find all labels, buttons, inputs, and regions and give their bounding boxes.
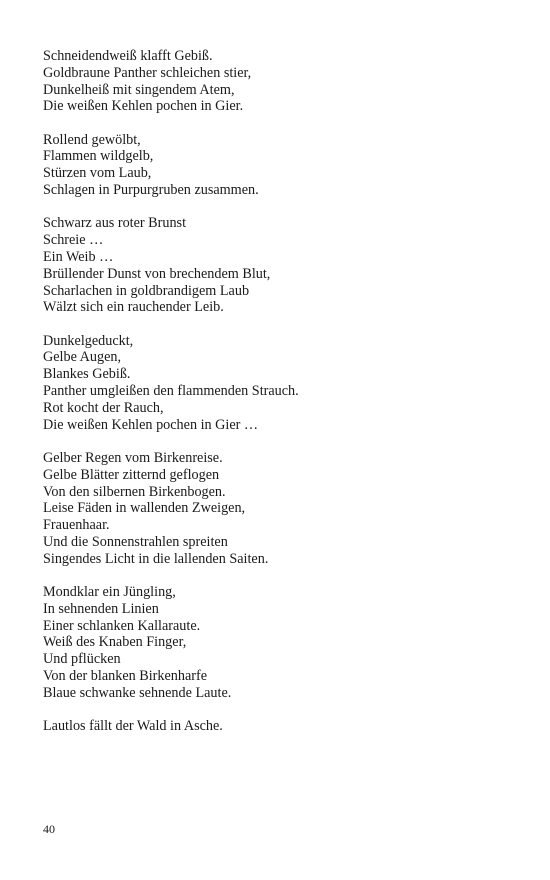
poem-line: Stürzen vom Laub,: [43, 165, 152, 182]
poem-line: Rot kocht der Rauch,: [43, 399, 164, 416]
poem-line: Wälzt sich ein rauchender Leib.: [43, 299, 224, 316]
stanza: [43, 132, 513, 199]
poem-line: Flammen wildgelb,: [43, 148, 154, 165]
poem-line: Schwarz aus roter Brunst: [43, 215, 187, 232]
poem-line: In sehnenden Linien: [43, 600, 159, 617]
poem-line: Scharlachen in goldbrandigem Laub: [43, 282, 250, 299]
poem-line: Singendes Licht in die lallenden Saiten.: [43, 550, 269, 567]
poem-line: Dunkelheiß mit singendem Atem,: [43, 81, 235, 98]
poem-line: Mondklar ein Jüngling,: [43, 584, 176, 601]
poem-line: Die weißen Kehlen pochen in Gier …: [43, 416, 259, 433]
poem-line: Lautlos fällt der Wald in Asche.: [43, 718, 223, 735]
poem-line: Einer schlanken Kallaraute.: [43, 617, 201, 634]
stanza: [43, 48, 513, 115]
poem-line: Von der blanken Birkenharfe: [43, 668, 208, 684]
stanza: [43, 215, 513, 316]
poem-line: Panther umgleißen den flammenden Strauch.: [43, 383, 299, 400]
stanza: [43, 333, 513, 434]
poem-line: Gelbe Blätter zitternd geflogen: [43, 466, 220, 483]
poem-line: Schneidendweiß klafft Gebiß.: [43, 48, 213, 64]
poem-body: [43, 48, 513, 751]
poem-line: Gelbe Augen,: [43, 349, 122, 366]
poem-line: Rollend gewölbt,: [43, 131, 141, 148]
poem-line: Frauenhaar.: [43, 517, 110, 534]
poem-line: Blankes Gebiß.: [43, 366, 131, 383]
poem-line: Weiß des Knaben Finger,: [43, 634, 187, 651]
poem-line: Und die Sonnenstrahlen spreiten: [43, 533, 228, 550]
poem-line: Brüllender Dunst von brechendem Blut,: [43, 265, 271, 282]
poem-line: Gelber Regen vom Birkenreise.: [43, 449, 223, 466]
poem-line: Die weißen Kehlen pochen in Gier.: [43, 98, 244, 115]
poem-line: Blaue schwanke sehnende Laute.: [43, 684, 232, 701]
stanza: [43, 718, 513, 735]
page-number: 40: [43, 822, 55, 836]
poem-line: Goldbraune Panther schleichen stier,: [43, 64, 252, 81]
stanza: [43, 584, 513, 702]
poem-line: Schreie …: [43, 232, 104, 249]
poem-line: Dunkelgeduckt,: [43, 332, 134, 349]
poem-line: Von den silbernen Birkenbogen.: [43, 483, 226, 500]
poem-line: Leise Fäden in wallenden Zweigen,: [43, 500, 246, 517]
poem-line: Und pflücken: [43, 651, 121, 668]
poem-line: Ein Weib …: [43, 248, 114, 265]
stanza: [43, 450, 513, 568]
poem-line: Schlagen in Purpurgruben zusammen.: [43, 182, 259, 199]
